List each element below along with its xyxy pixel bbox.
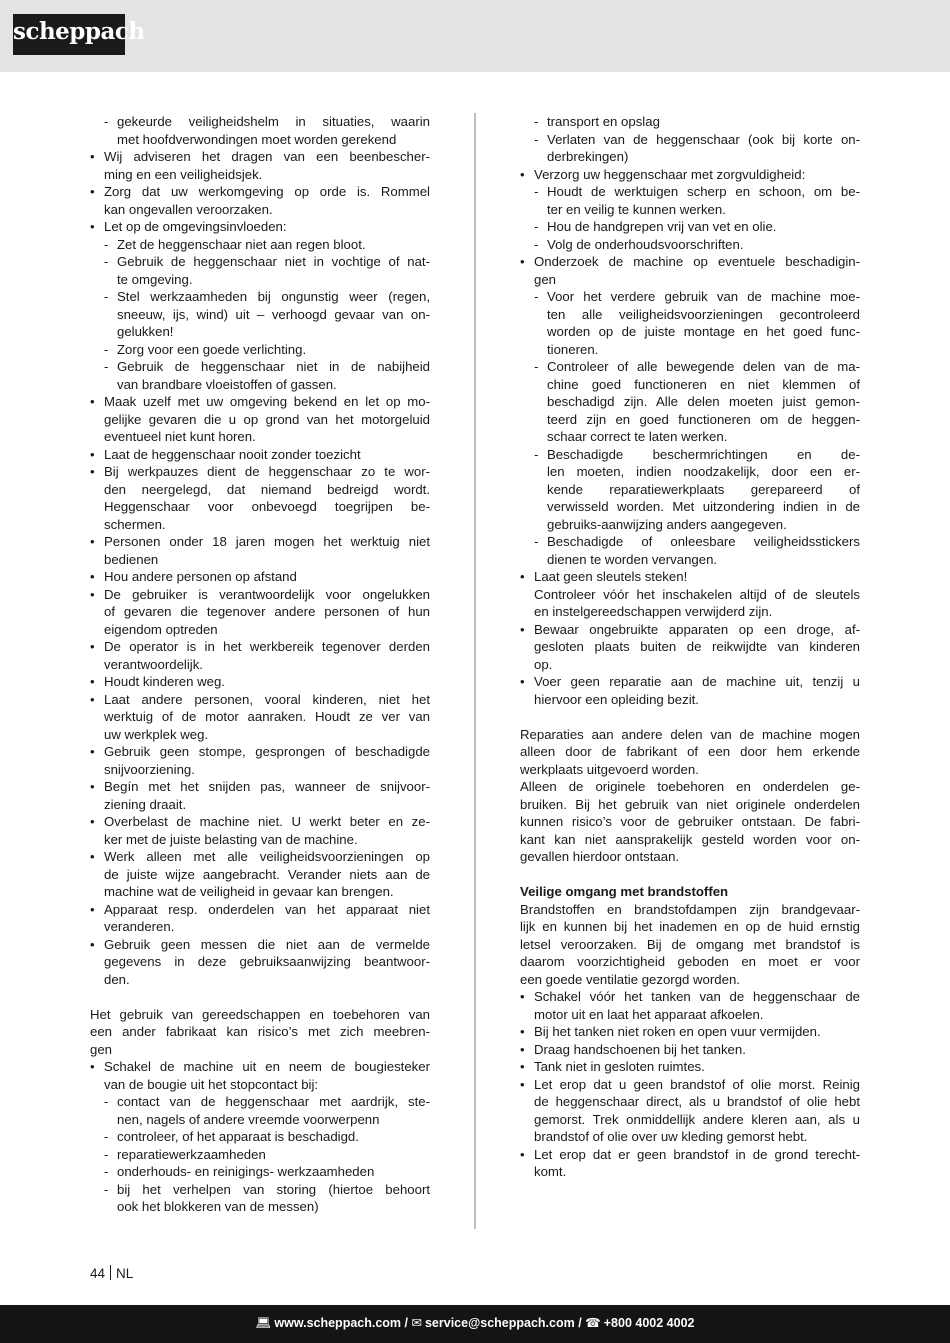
text-line: • Voer geen reparatie aan de machine uit, tenzij u	[520, 673, 860, 691]
text-line: ming en een veiligheidsjek.	[104, 166, 263, 182]
text-line: chine goed functioneren en niet klemmen of	[547, 376, 860, 392]
text-line: verwisseld worden. Met uitzondering indien in de	[547, 499, 860, 514]
text-line: beschadigd zijn. Alle delen moeten juist gemon-	[547, 394, 860, 409]
text-line: Alleen de originele toebehoren en onderdelen ge-	[520, 779, 860, 794]
text-line: - Beschadigde of onleesbare veiligheidsstickers	[520, 533, 860, 551]
text-line: de heggenschaar direct, als u brandstof of olie hebt	[534, 1094, 860, 1109]
text-line: den neergelegd, dat niemand bedreigd wordt.	[104, 481, 430, 497]
text-line: hiervoor een opleiding bezit.	[534, 691, 699, 707]
text-line: schermen.	[104, 516, 166, 532]
text-line: • Werk alleen met alle veiligheidsvoorzieningen op	[90, 848, 430, 866]
text-line: • Let erop dat u geen brandstof of olie morst. Reinig	[520, 1076, 860, 1094]
text-line: komt.	[534, 1164, 567, 1179]
text-line: van brandbare vloeistoffen of gassen.	[117, 376, 337, 392]
text-line: - Stel werkzaamheden bij ongunstig weer (regen,	[90, 288, 430, 306]
text-line: • Hou andere personen op afstand	[90, 568, 430, 586]
text-line: - transport en opslag	[520, 113, 860, 131]
text-line: gebruiks-aanwijzing anders aangegeven.	[547, 516, 787, 532]
text-line: len moeten, indien noodzakelijk, door een er-	[547, 464, 860, 479]
text-line: sneeuw, ijs, wind) uit – verhoogd gevaar van on-	[117, 306, 430, 322]
text-line: Heggenschaar voor onbevoegd toegrijpen be-	[104, 499, 430, 514]
page-header	[0, 0, 950, 72]
text-line: • Houdt kinderen weg.	[90, 673, 430, 691]
text-line: Reparaties aan andere delen van de machine mogen	[520, 726, 860, 742]
text-line: ker met de juiste belasting van de machine.	[104, 831, 358, 847]
brand-logo-text: scheppach	[13, 18, 145, 45]
text-line: • Laat geen sleutels steken!	[520, 568, 860, 586]
text-line: kan ongevallen veroorzaken.	[104, 201, 273, 217]
text-line: - Beschadigde beschermrichtingen en de-	[520, 446, 860, 464]
text-line: verantwoordelijk.	[104, 656, 203, 672]
text-line: • Laat de heggenschaar nooit zonder toezicht	[90, 446, 430, 464]
text-line: ook het blokkeren van de messen)	[117, 1199, 319, 1214]
text-line: • De operator is in het werkbereik tegenover derden	[90, 638, 430, 656]
text-line: nen, nagels of andere vreemde voorwerpenn	[117, 1111, 380, 1127]
text-line: kant kan niet aansprakelijk gesteld worden voor on-	[520, 831, 860, 847]
text-line: - controleer, of het apparaat is beschadigd.	[90, 1128, 430, 1146]
text-line: gelijke gevaren die u op grond van het motorgeluid	[104, 411, 430, 427]
paragraph-gap	[90, 988, 430, 1006]
text-line: • De gebruiker is verantwoordelijk voor ongelukken	[90, 586, 430, 604]
text-line: - Houdt de werktuigen scherp en schoon, om be-	[520, 183, 860, 201]
text-line: kunnen risico’s voor de gebruiker ontstaan. De fabri-	[520, 814, 860, 829]
text-line: - Volg de onderhoudsvoorschriften.	[520, 236, 860, 254]
text-line: teerd zijn en goed functioneren om de heggen-	[547, 411, 860, 427]
text-line: • Verzorg uw heggenschaar met zorgvuldigheid:	[520, 166, 860, 184]
page-number	[90, 1265, 133, 1281]
text-line: kende reparatiewerkplaats gerepareerd of	[547, 481, 860, 497]
text-line: • Let op de omgevingsinvloeden:	[90, 218, 430, 236]
text-line: - Verlaten van de heggenschaar (ook bij korte on-	[520, 131, 860, 149]
text-line: ter en veilig te kunnen werken.	[547, 201, 726, 217]
text-line: den.	[104, 971, 130, 987]
mail-icon: ✉︎	[411, 1316, 422, 1330]
text-line: • Schakel de machine uit en neem de bougiesteker	[90, 1058, 430, 1076]
text-line: uw werkplek weg.	[104, 726, 209, 742]
text-line: • Overbelast de machine niet. U werkt beter en ze-	[90, 813, 430, 831]
page-footer	[0, 1305, 950, 1343]
text-line: • Gebruik geen stompe, gesprongen of beschadigde	[90, 743, 430, 761]
text-line: Brandstoffen en brandstofdampen zijn brandgevaar-	[520, 901, 860, 917]
text-line: - Zorg voor een goede verlichting.	[90, 341, 430, 359]
page-language: NL	[116, 1266, 134, 1281]
page-number-value: 44	[90, 1266, 106, 1281]
text-line: of gevaren die tegenover andere personen of hun	[104, 604, 430, 619]
left-text-column	[90, 113, 430, 1216]
page-number-separator	[110, 1265, 111, 1280]
section-heading: Veilige omgang met brandstoffen	[520, 884, 729, 899]
text-line: letsel veroorzaken. Bij de omgang met brandstof is	[520, 936, 860, 952]
footer-email[interactable]: service@scheppach.com /	[424, 1316, 582, 1330]
footer-phone[interactable]: +800 4002 4002	[603, 1316, 695, 1330]
text-line: motor uit en laat het apparaat afkoelen.	[534, 1006, 764, 1022]
text-line: Controleer vóór het inschakelen altijd of de sleutels	[534, 586, 860, 602]
text-line: gelukken!	[117, 324, 174, 339]
text-line: op.	[534, 656, 553, 672]
text-line: • Bewaar ongebruikte apparaten op een droge, af-	[520, 621, 860, 639]
text-line: • Begín met het snijden pas, wanneer de snijvoor-	[90, 778, 430, 796]
text-line: • Draag handschoenen bij het tanken.	[520, 1041, 860, 1059]
computer-icon: 💻︎	[255, 1316, 272, 1330]
text-line: werktuig of de motor aanraken. Houdt ze ver van	[104, 709, 430, 724]
text-line: - Hou de handgrepen vrij van vet en olie.	[520, 218, 860, 236]
text-line: • Laat andere personen, vooral kinderen, niet het	[90, 691, 430, 709]
text-line: - Gebruik de heggenschaar niet in vochtige of nat-	[90, 253, 430, 271]
text-line: • Personen onder 18 jaren mogen het werktuig niet	[90, 533, 430, 551]
footer-contact	[0, 1315, 950, 1331]
paragraph-gap	[520, 708, 860, 726]
text-line: eigendom optreden	[104, 621, 218, 637]
text-line: • Gebruik geen messen die niet aan de vermelde	[90, 936, 430, 954]
text-line: • Maak uzelf met uw omgeving bekend en let op mo-	[90, 393, 430, 411]
text-line: • Let erop dat er geen brandstof in de grond terecht-	[520, 1146, 860, 1164]
text-line: • Bij werkpauzes dient de heggenschaar zo te wor-	[90, 463, 430, 481]
text-line: - Gebruik de heggenschaar niet in de nabijheid	[90, 358, 430, 376]
text-line: derbrekingen)	[547, 149, 629, 164]
text-line: • Bij het tanken niet roken en open vuur vermijden.	[520, 1023, 860, 1041]
text-line: • Schakel vóór het tanken van de heggenschaar de	[520, 988, 860, 1006]
column-divider	[474, 113, 476, 1229]
text-line: veranderen.	[104, 919, 175, 934]
text-line: • Onderzoek de machine op eventuele beschadigin-	[520, 253, 860, 271]
text-line: eventueel niet kunt horen.	[104, 429, 256, 444]
text-line: bruiken. Bij het gebruik van niet originele onderdelen	[520, 796, 860, 812]
text-line: machine wat de veiligheid in gevaar kan brengen.	[104, 884, 394, 899]
text-line: ziening draait.	[104, 796, 187, 812]
brand-logo	[13, 14, 145, 55]
text-line: gen	[534, 271, 557, 287]
text-line: van de bougie uit het stopcontact bij:	[104, 1076, 319, 1092]
text-line: de juiste wijze aangebracht. Verander niets aan de	[104, 866, 430, 882]
text-line: en instelgereedschappen verwijderd zijn.	[534, 604, 773, 619]
text-line: schaar correct te laten werken.	[547, 429, 728, 444]
text-line: gevallen hierdoor ontstaan.	[520, 849, 680, 864]
text-line: gemorst. Trek onmiddellijk andere kleren aan, als u	[534, 1111, 860, 1127]
text-line: ten alle veiligheidsvoorzieningen gecontroleerd	[547, 306, 860, 322]
text-line: • Tank niet in gesloten ruimtes.	[520, 1058, 860, 1076]
text-line: werkplaats uitgevoerd worden.	[520, 761, 699, 777]
right-text-column	[520, 113, 860, 1181]
text-line: • Wij adviseren het dragen van een beenbescher-	[90, 148, 430, 166]
text-line: - onderhouds- en reinigings- werkzaamheden	[90, 1163, 430, 1181]
text-line: snijvoorziening.	[104, 761, 195, 777]
text-line: Het gebruik van gereedschappen en toebehoren van	[90, 1006, 430, 1022]
text-line: te omgeving.	[117, 271, 193, 287]
text-line: gegevens in deze gebruiksaanwijzing beantwoor-	[104, 954, 430, 969]
text-line: worden op de juiste montage en het goed func-	[547, 324, 860, 339]
text-line: daarom voorzichtigheid geboden en moet er voor	[520, 954, 860, 969]
text-line: een goede ventilatie gezorgd worden.	[520, 971, 740, 987]
text-line: brandstof of olie over uw kleding gemorst hebt.	[534, 1129, 808, 1144]
text-line: bedienen	[104, 551, 159, 567]
text-line: alleen door de fabrikant of een door hem erkende	[520, 744, 860, 759]
text-line: een ander fabrikaat kan risico’s met zich meebren-	[90, 1024, 430, 1039]
text-line: • Zorg dat uw werkomgeving op orde is. Rommel	[90, 183, 430, 201]
text-line: gesloten plaats buiten de reikwijdte van kinderen	[534, 639, 860, 654]
text-line: - bij het verhelpen van storing (hiertoe behoort	[90, 1181, 430, 1199]
text-line: tioneren.	[547, 341, 599, 357]
text-line: - Zet de heggenschaar niet aan regen bloot.	[90, 236, 430, 254]
text-line: met hoofdverwondingen moet worden gerekend	[117, 131, 397, 147]
text-line: lijk en kunnen bij het inademen en op de huid ernstig	[520, 919, 860, 934]
text-line: - contact van de heggenschaar met aardrijk, ste-	[90, 1093, 430, 1111]
text-line: - gekeurde veiligheidshelm in situaties, waarin	[90, 113, 430, 131]
text-line: - Voor het verdere gebruik van de machine moe-	[520, 288, 860, 306]
text-line: - reparatiewerkzaamheden	[90, 1146, 430, 1164]
paragraph-gap	[520, 866, 860, 884]
footer-website[interactable]: www.scheppach.com /	[274, 1316, 408, 1330]
text-line: gen	[90, 1041, 113, 1057]
text-line: dienen te worden vervangen.	[547, 551, 718, 567]
text-line: • Apparaat resp. onderdelen van het apparaat niet	[90, 901, 430, 919]
phone-icon: ☎︎	[585, 1316, 601, 1330]
text-line: - Controleer of alle bewegende delen van de ma-	[520, 358, 860, 376]
